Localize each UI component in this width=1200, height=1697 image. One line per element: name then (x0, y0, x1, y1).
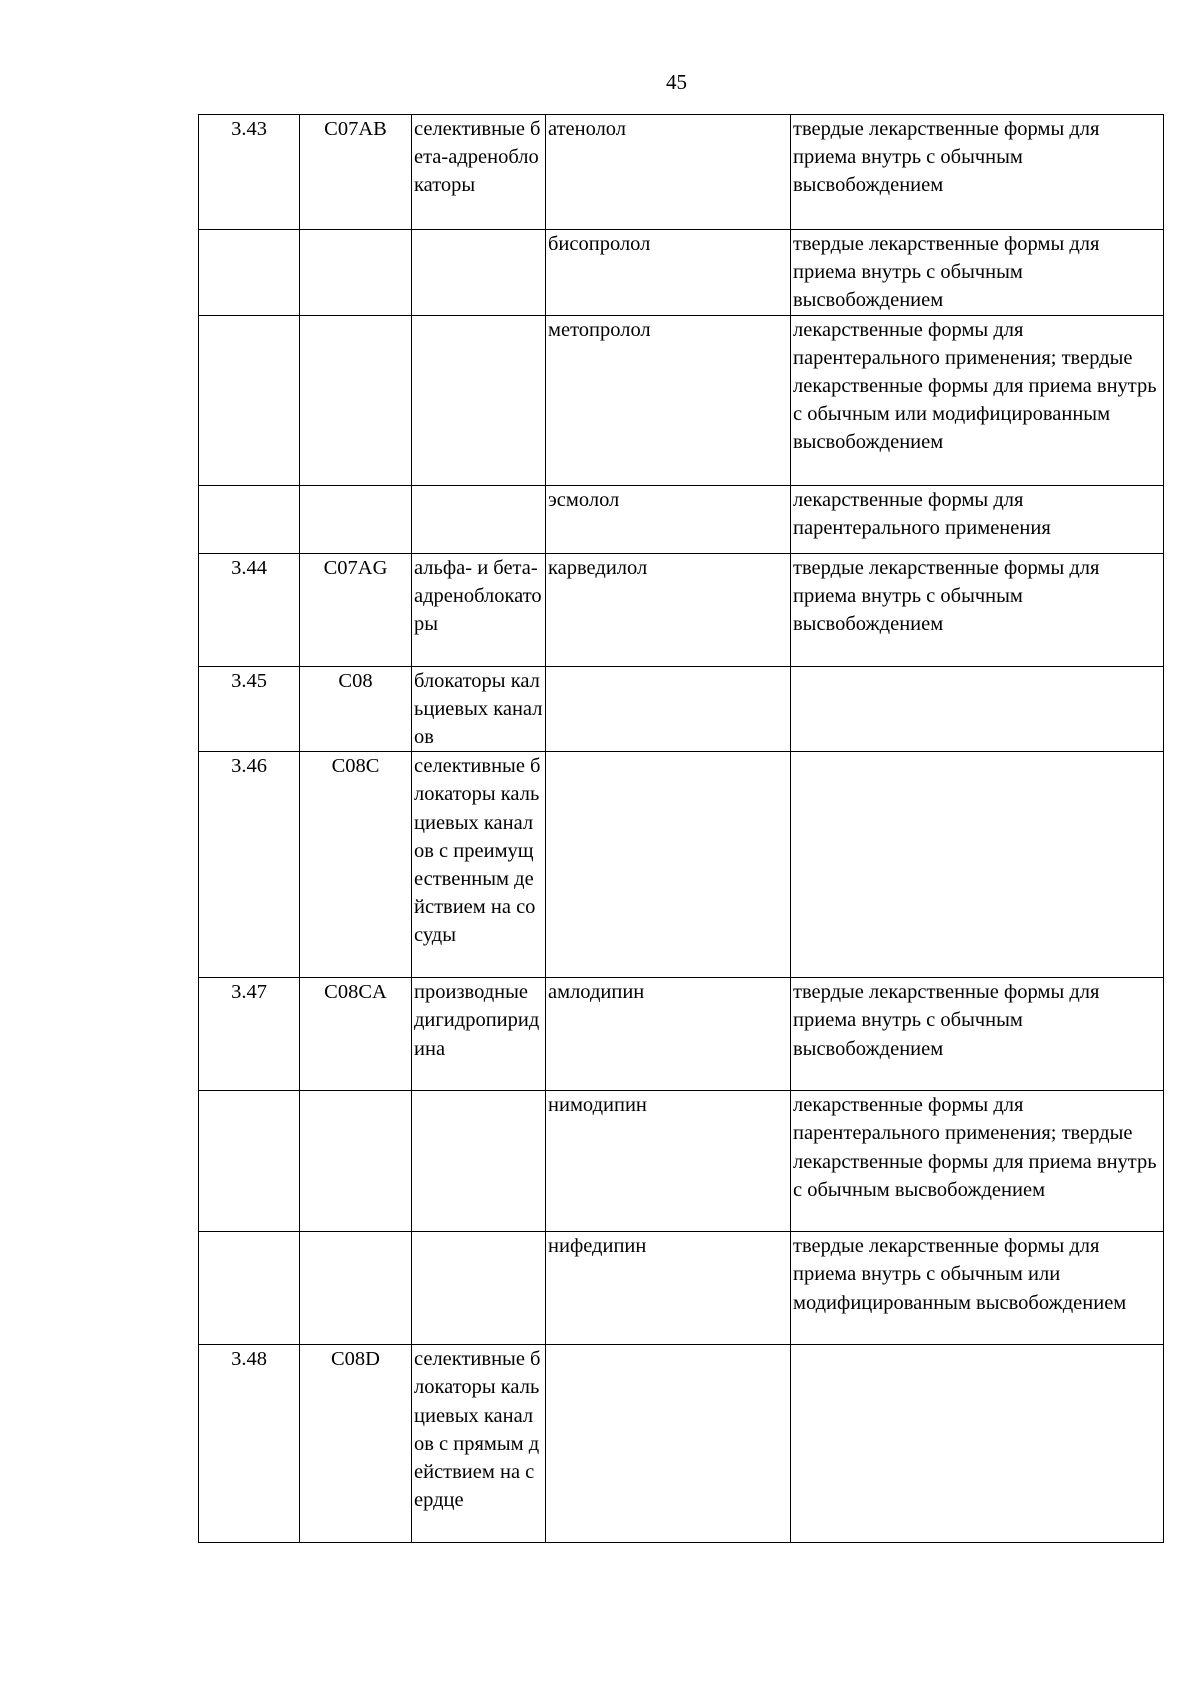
atc-group: селективные блокаторы кальциевых каналов с преимущественным действием на сосуды (412, 752, 546, 978)
table-row (199, 230, 1164, 316)
dosage-form: твердые лекарственные формы для приема внутрь с обычным или модифицированным высвобождением (791, 1232, 1164, 1345)
atc-group (412, 315, 546, 485)
atc-group: производные дигидропиридина (412, 978, 546, 1091)
table-row (199, 1345, 1164, 1543)
row-number: 3.44 (199, 553, 300, 666)
dosage-form: твердые лекарственные формы для приема внутрь с обычным высвобождением (791, 978, 1164, 1091)
atc-code: C07AG (300, 553, 412, 666)
atc-code (300, 1232, 412, 1345)
dosage-form: лекарственные формы для парентерального применения; твердые лекарственные формы для приема внутрь с обычным или модифицированным высвобождением (791, 315, 1164, 485)
drug-name (546, 752, 791, 978)
atc-code: C08 (300, 666, 412, 752)
table-row (199, 485, 1164, 553)
atc-group: селективные бета-адреноблокаторы (412, 115, 546, 230)
row-number: 3.45 (199, 666, 300, 752)
drug-name: метопролол (546, 315, 791, 485)
row-number: 3.46 (199, 752, 300, 978)
table-row (199, 1232, 1164, 1345)
atc-code (300, 1091, 412, 1232)
row-number (199, 1232, 300, 1345)
row-number (199, 1091, 300, 1232)
atc-group (412, 230, 546, 316)
dosage-form: твердые лекарственные формы для приема внутрь с обычным высвобождением (791, 115, 1164, 230)
dosage-form: твердые лекарственные формы для приема внутрь с обычным высвобождением (791, 230, 1164, 316)
drug-name: эсмолол (546, 485, 791, 553)
table-row (199, 978, 1164, 1091)
row-number: 3.48 (199, 1345, 300, 1543)
dosage-form (791, 666, 1164, 752)
table-row (199, 666, 1164, 752)
row-number (199, 485, 300, 553)
table-row (199, 315, 1164, 485)
atc-group: альфа- и бета-адреноблокаторы (412, 553, 546, 666)
table-row (199, 752, 1164, 978)
atc-code (300, 315, 412, 485)
dosage-form (791, 1345, 1164, 1543)
drug-name: атенолол (546, 115, 791, 230)
atc-group (412, 1232, 546, 1345)
atc-code (300, 230, 412, 316)
row-number (199, 315, 300, 485)
dosage-form: твердые лекарственные формы для приема внутрь с обычным высвобождением (791, 553, 1164, 666)
table-row (199, 1091, 1164, 1232)
atc-group (412, 1091, 546, 1232)
dosage-form: лекарственные формы для парентерального применения (791, 485, 1164, 553)
drug-name: карведилол (546, 553, 791, 666)
drug-name (546, 1345, 791, 1543)
table-row (199, 115, 1164, 230)
drug-name: нифедипин (546, 1232, 791, 1345)
atc-code: C08CA (300, 978, 412, 1091)
drug-name (546, 666, 791, 752)
atc-group (412, 485, 546, 553)
atc-code: C08C (300, 752, 412, 978)
atc-code: C08D (300, 1345, 412, 1543)
row-number (199, 230, 300, 316)
drug-name: амлодипин (546, 978, 791, 1091)
page-number: 45 (666, 70, 687, 94)
atc-group: селективные блокаторы кальциевых каналов с прямым действием на сердце (412, 1345, 546, 1543)
drug-table (198, 114, 1164, 1543)
row-number: 3.47 (199, 978, 300, 1091)
drug-name: нимодипин (546, 1091, 791, 1232)
atc-code: C07AB (300, 115, 412, 230)
atc-group: блокаторы кальциевых каналов (412, 666, 546, 752)
row-number: 3.43 (199, 115, 300, 230)
dosage-form: лекарственные формы для парентерального применения; твердые лекарственные формы для приема внутрь с обычным высвобождением (791, 1091, 1164, 1232)
dosage-form (791, 752, 1164, 978)
atc-code (300, 485, 412, 553)
table-row (199, 553, 1164, 666)
drug-name: бисопролол (546, 230, 791, 316)
